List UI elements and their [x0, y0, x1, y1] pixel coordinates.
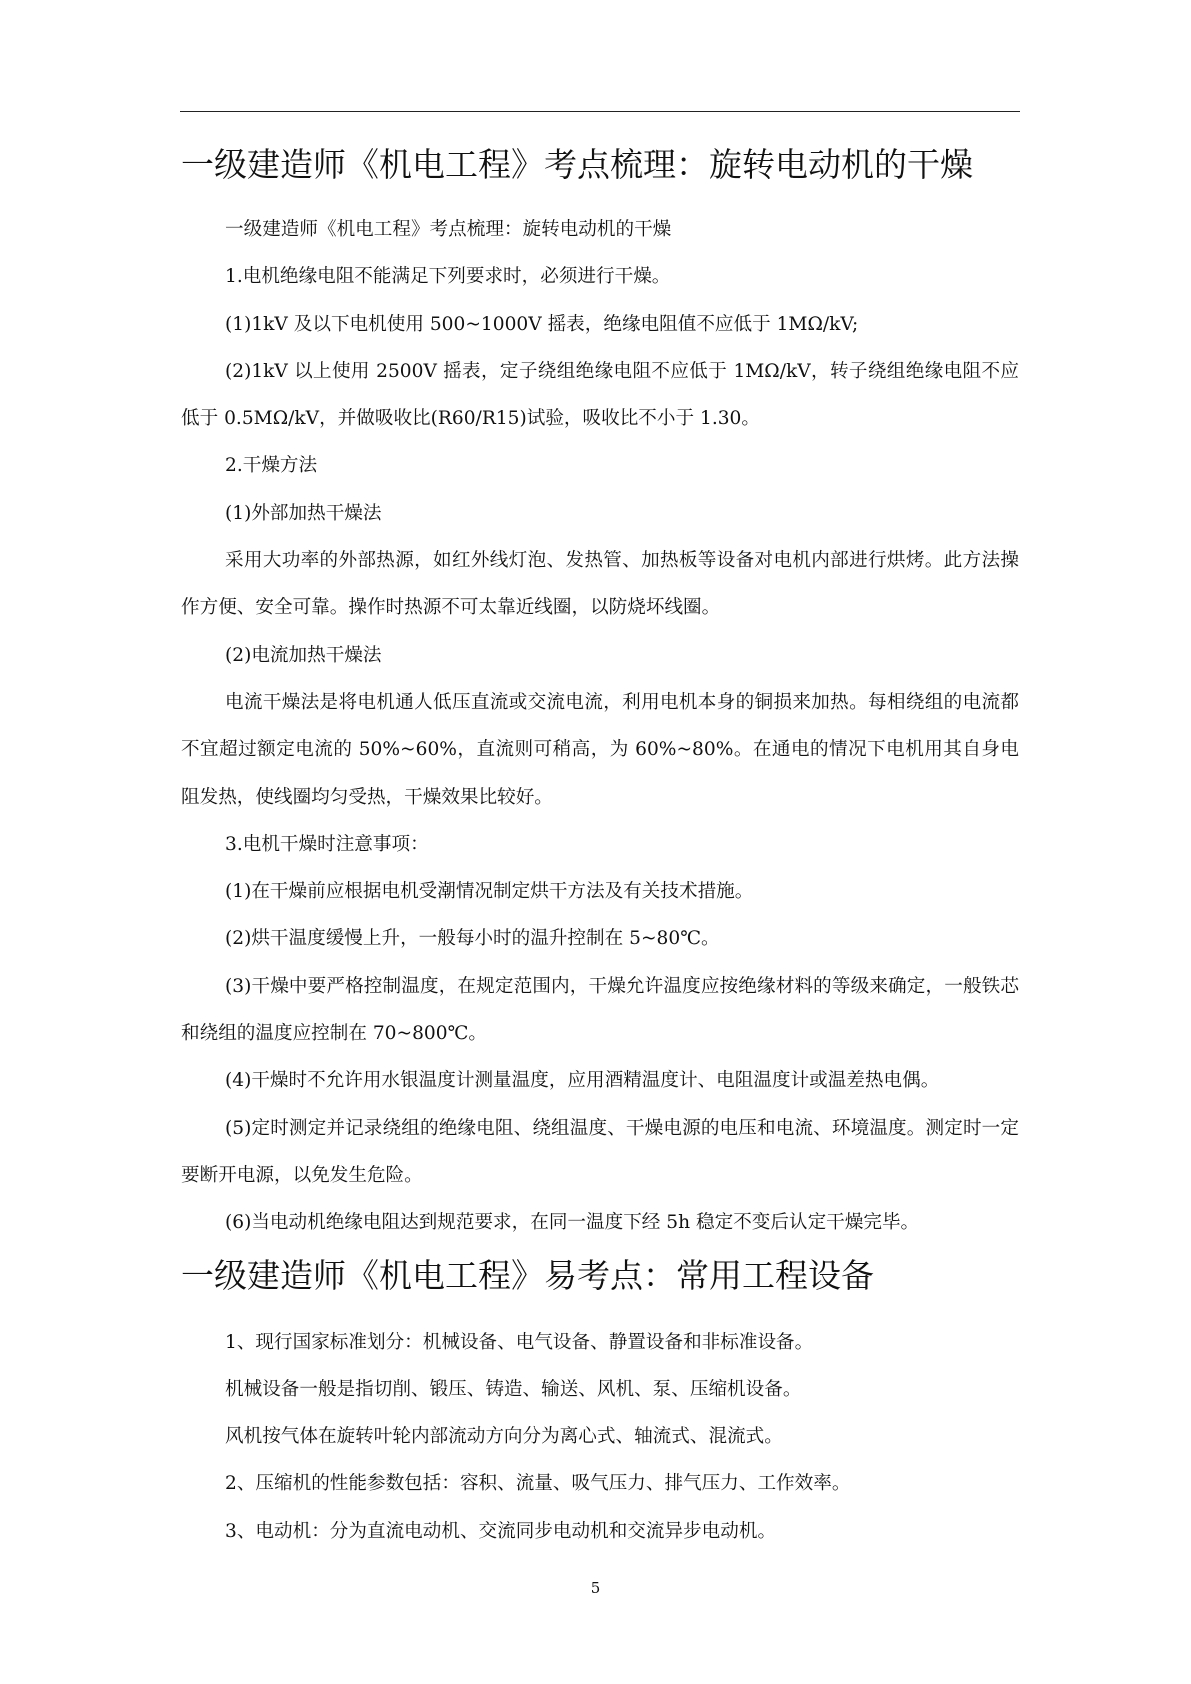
paragraph: (2)电流加热干燥法	[225, 644, 382, 666]
paragraph: (2)烘干温度缓慢上升，一般每小时的温升控制在 5~80℃。	[225, 928, 720, 950]
paragraph: 2.干燥方法	[225, 455, 318, 477]
paragraph: 2、压缩机的性能参数包括：容积、流量、吸气压力、排气压力、工作效率。	[225, 1473, 851, 1495]
paragraph: (1)1kV 及以下电机使用 500~1000V 摇表，绝缘电阻值不应低于 1MΩ/kV;	[225, 313, 859, 335]
paragraph: 一级建造师《机电工程》考点梳理：旋转电动机的干燥	[225, 219, 672, 240]
header-rule	[180, 111, 1020, 112]
paragraph: 机械设备一般是指切削、锻压、铸造、输送、风机、泵、压缩机设备。	[225, 1378, 802, 1400]
section-title: 一级建造师《机电工程》考点梳理：旋转电动机的干燥	[181, 145, 973, 184]
paragraph: (6)当电动机绝缘电阻达到规范要求，在同一温度下经 5h 稳定不变后认定干燥完毕。	[225, 1212, 920, 1234]
paragraph: (1)外部加热干燥法	[225, 502, 382, 524]
paragraph: (3)干燥中要严格控制温度，在规定范围内，干燥允许温度应按绝缘材料的等级来确定，一般铁芯和绕组的温度应控制在 70~800℃。	[181, 975, 1019, 1045]
page-number: 5	[590, 1579, 601, 1597]
paragraph: (4)干燥时不允许用水银温度计测量温度，应用酒精温度计、电阻温度计或温差热电偶。	[225, 1070, 940, 1092]
paragraph: 3.电机干燥时注意事项：	[225, 833, 429, 855]
paragraph: 采用大功率的外部热源，如红外线灯泡、发热管、加热板等设备对电机内部进行烘烤。此方法操作方便、安全可靠。操作时热源不可太靠近线圈，以防烧坏线圈。	[181, 550, 1019, 619]
paragraph: 3、电动机：分为直流电动机、交流同步电动机和交流异步电动机。	[225, 1520, 777, 1542]
paragraph: (1)在干燥前应根据电机受潮情况制定烘干方法及有关技术措施。	[225, 881, 754, 903]
paragraph: 风机按气体在旋转叶轮内部流动方向分为离心式、轴流式、混流式。	[225, 1426, 783, 1448]
paragraph: (5)定时测定并记录绕组的绝缘电阻、绕组温度、干燥电源的电压和电流、环境温度。测定时一定要断开电源，以免发生危险。	[181, 1117, 1019, 1186]
paragraph: 1.电机绝缘电阻不能满足下列要求时，必须进行干燥。	[225, 266, 671, 288]
paragraph: 电流干燥法是将电机通人低压直流或交流电流，利用电机本身的铜损来加热。每相绕组的电流都不宜超过额定电流的 50%~60%，直流则可稍高，为 60%~80%。在通电的情况下电机用其自身电阻发热，使线圈均匀受热，干燥效果比较好。	[181, 691, 1019, 808]
paragraph: 1、现行国家标准划分：机械设备、电气设备、静置设备和非标准设备。	[225, 1331, 814, 1353]
paragraph: (2)1kV 以上使用 2500V 摇表，定子绕组绝缘电阻不应低于 1MΩ/kV，转子绕组绝缘电阻不应低于 0.5MΩ/kV，并做吸收比(R60/R15)试验，吸收比不小于 1.30。	[181, 360, 1019, 430]
section-title: 一级建造师《机电工程》易考点：常用工程设备	[181, 1255, 874, 1295]
document-body	[181, 138, 1019, 1555]
